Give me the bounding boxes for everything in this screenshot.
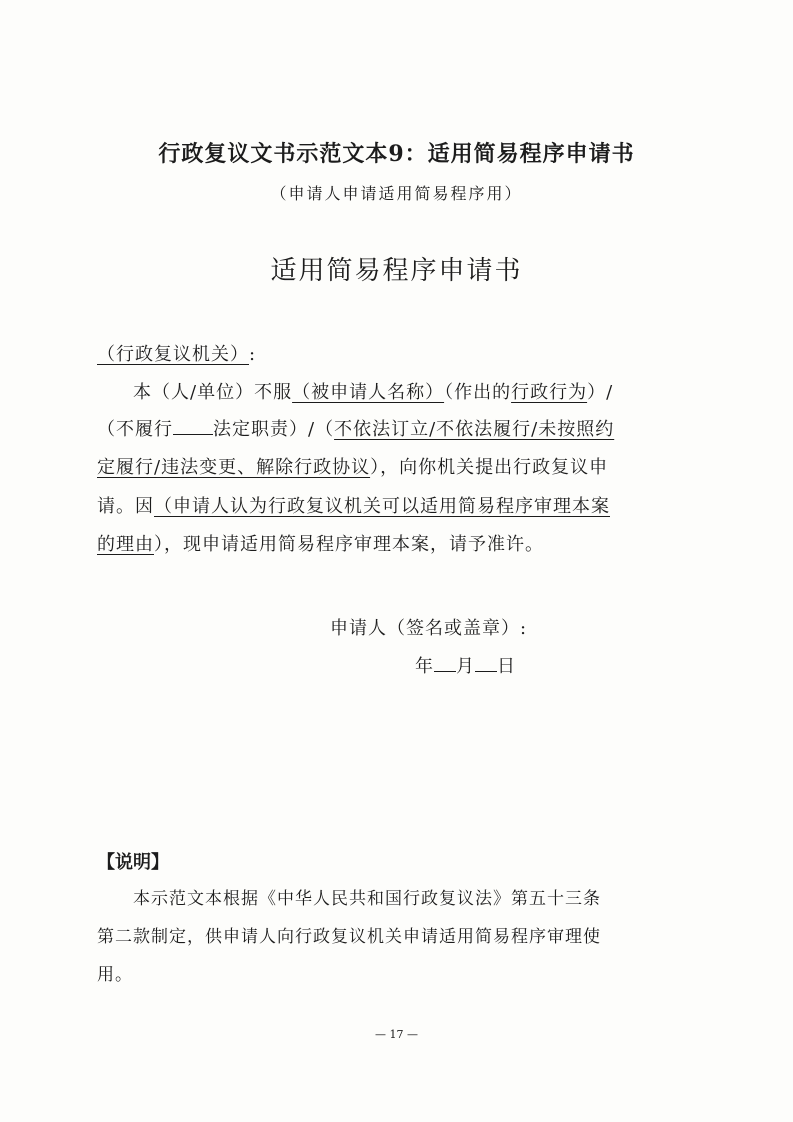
date-month-label: 月 [456, 656, 475, 677]
day-blank [475, 653, 497, 672]
body-line-5 [97, 530, 544, 556]
duty-blank [173, 416, 213, 435]
notes-line-2: 第二款制定，供申请人向行政复议机关申请适用简易程序审理使 [97, 927, 601, 947]
body-line-2 [97, 415, 614, 441]
date-year-label: 年 [415, 656, 434, 677]
addressee-field: （行政复议机关） [97, 344, 249, 365]
page-number: — 17 — [375, 1028, 418, 1041]
reason-field: （申请人认为行政复议机关可以适用简易程序审理本案 [154, 496, 610, 517]
body-text: ），现申请适用简易程序审理本案，请予准许。 [154, 534, 544, 555]
month-blank [434, 653, 456, 672]
body-text: 法定职责）/（ [213, 419, 335, 440]
reason-field-cont: 的理由 [97, 534, 154, 555]
form-title: 适用简易程序申请书 [270, 256, 523, 286]
body-text: （作出的 [444, 382, 512, 403]
body-text: ），向你机关提出行政复议申 [370, 457, 609, 478]
body-line-4 [97, 492, 610, 518]
document-heading: 行政复议文书示范文本9：适用简易程序申请书 [158, 141, 635, 167]
body-text: 请。因 [97, 496, 154, 517]
date-line [415, 652, 516, 678]
agreement-action-field: 不依法订立/不依法履行/未按照约 [334, 419, 615, 440]
notes-title: 【说明】 [97, 852, 169, 873]
body-line-1 [133, 378, 613, 404]
notes-line-3: 用。 [97, 965, 133, 985]
body-text: ）/ [587, 382, 614, 403]
respondent-name-field: （被申请人名称） [292, 382, 445, 403]
agreement-action-field-cont: 定履行/违法变更、解除行政协议 [97, 457, 371, 478]
notes-line-1: 本示范文本根据《中华人民共和国行政复议法》第五十三条 [133, 889, 601, 909]
body-text: （不履行 [97, 419, 173, 440]
administrative-act-field: 行政行为 [511, 382, 588, 403]
document-subheading: （申请人申请适用简易程序用） [270, 184, 523, 203]
signature-label: 申请人（签名或盖章）: [330, 618, 528, 639]
addressee-line [97, 340, 256, 366]
body-line-3 [97, 453, 608, 479]
date-day-label: 日 [497, 656, 516, 677]
body-text: 本（人/单位）不服 [133, 382, 293, 403]
addressee-colon: : [249, 344, 257, 365]
